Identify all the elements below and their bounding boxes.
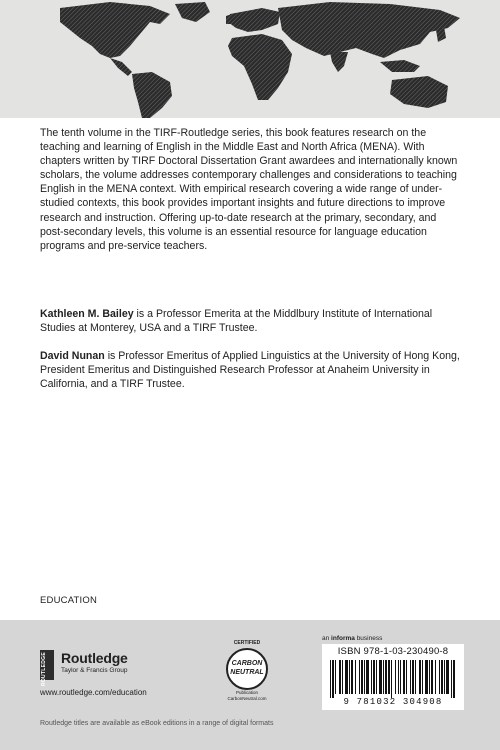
publisher-url: www.routledge.com/education (40, 688, 147, 697)
carbon-word-2: NEUTRAL (230, 669, 264, 676)
barcode-icon (330, 660, 456, 698)
routledge-mark-icon: ROUTLEDGE (40, 650, 54, 680)
isbn-barcode (322, 644, 464, 710)
carbon-url: CarbonNeutral.com (227, 696, 267, 701)
informa-label: an informa business (322, 635, 383, 642)
isbn-number: ISBN 978-1-03-230490-8 (337, 646, 449, 657)
carbon-publication-label: Publication (235, 690, 258, 695)
author-bio-text: is Professor Emeritus of Applied Linguistics at the University of Hong Kong, President Emeritus and Distinguished Research Professor at Anaheim University in California, and a TIRF Trustee. (40, 350, 460, 391)
publisher-group: Taylor & Francis Group (61, 667, 128, 674)
carbon-neutral-badge (218, 640, 276, 702)
author-name: Kathleen M. Bailey (40, 308, 134, 320)
world-map-icon (0, 0, 500, 118)
author-bio-text: is a Professor Emerita at the Middlbury Institute of International Studies at Monterey, USA and a TIRF Trustee. (40, 308, 433, 335)
world-map-banner (0, 0, 500, 118)
ebook-availability-note: Routledge titles are available as eBook editions in a range of digital formats (40, 720, 274, 727)
carbon-word-1: CARBON (231, 660, 263, 667)
subject-category: EDUCATION (40, 595, 98, 606)
author-bio-bailey (40, 307, 462, 335)
publisher-name: Routledge (61, 650, 128, 666)
author-name: David Nunan (40, 350, 105, 362)
author-bio-nunan (40, 349, 462, 391)
carbon-certified-label: CERTIFIED (233, 640, 261, 646)
book-description: The tenth volume in the TIRF-Routledge series, this book features research on the teaching and learning of English in the Middle East and North Africa (MENA). With chapters written by TIRF Doctoral Dissertation Grant awardees and internationally known scholars, the volume addresses contemporary challenges and considerations to teaching English in the MENA context. With empirical research covering a wide range of under-studied contexts, this book provides important insights and future directions to improve research and instruction. Offering up-to-date research at the primary, secondary, and post-secondary levels, this volume is an essential resource for language education programs and pre-service teachers. (40, 127, 458, 252)
barcode-number: 9 781032 304908 (343, 697, 443, 707)
